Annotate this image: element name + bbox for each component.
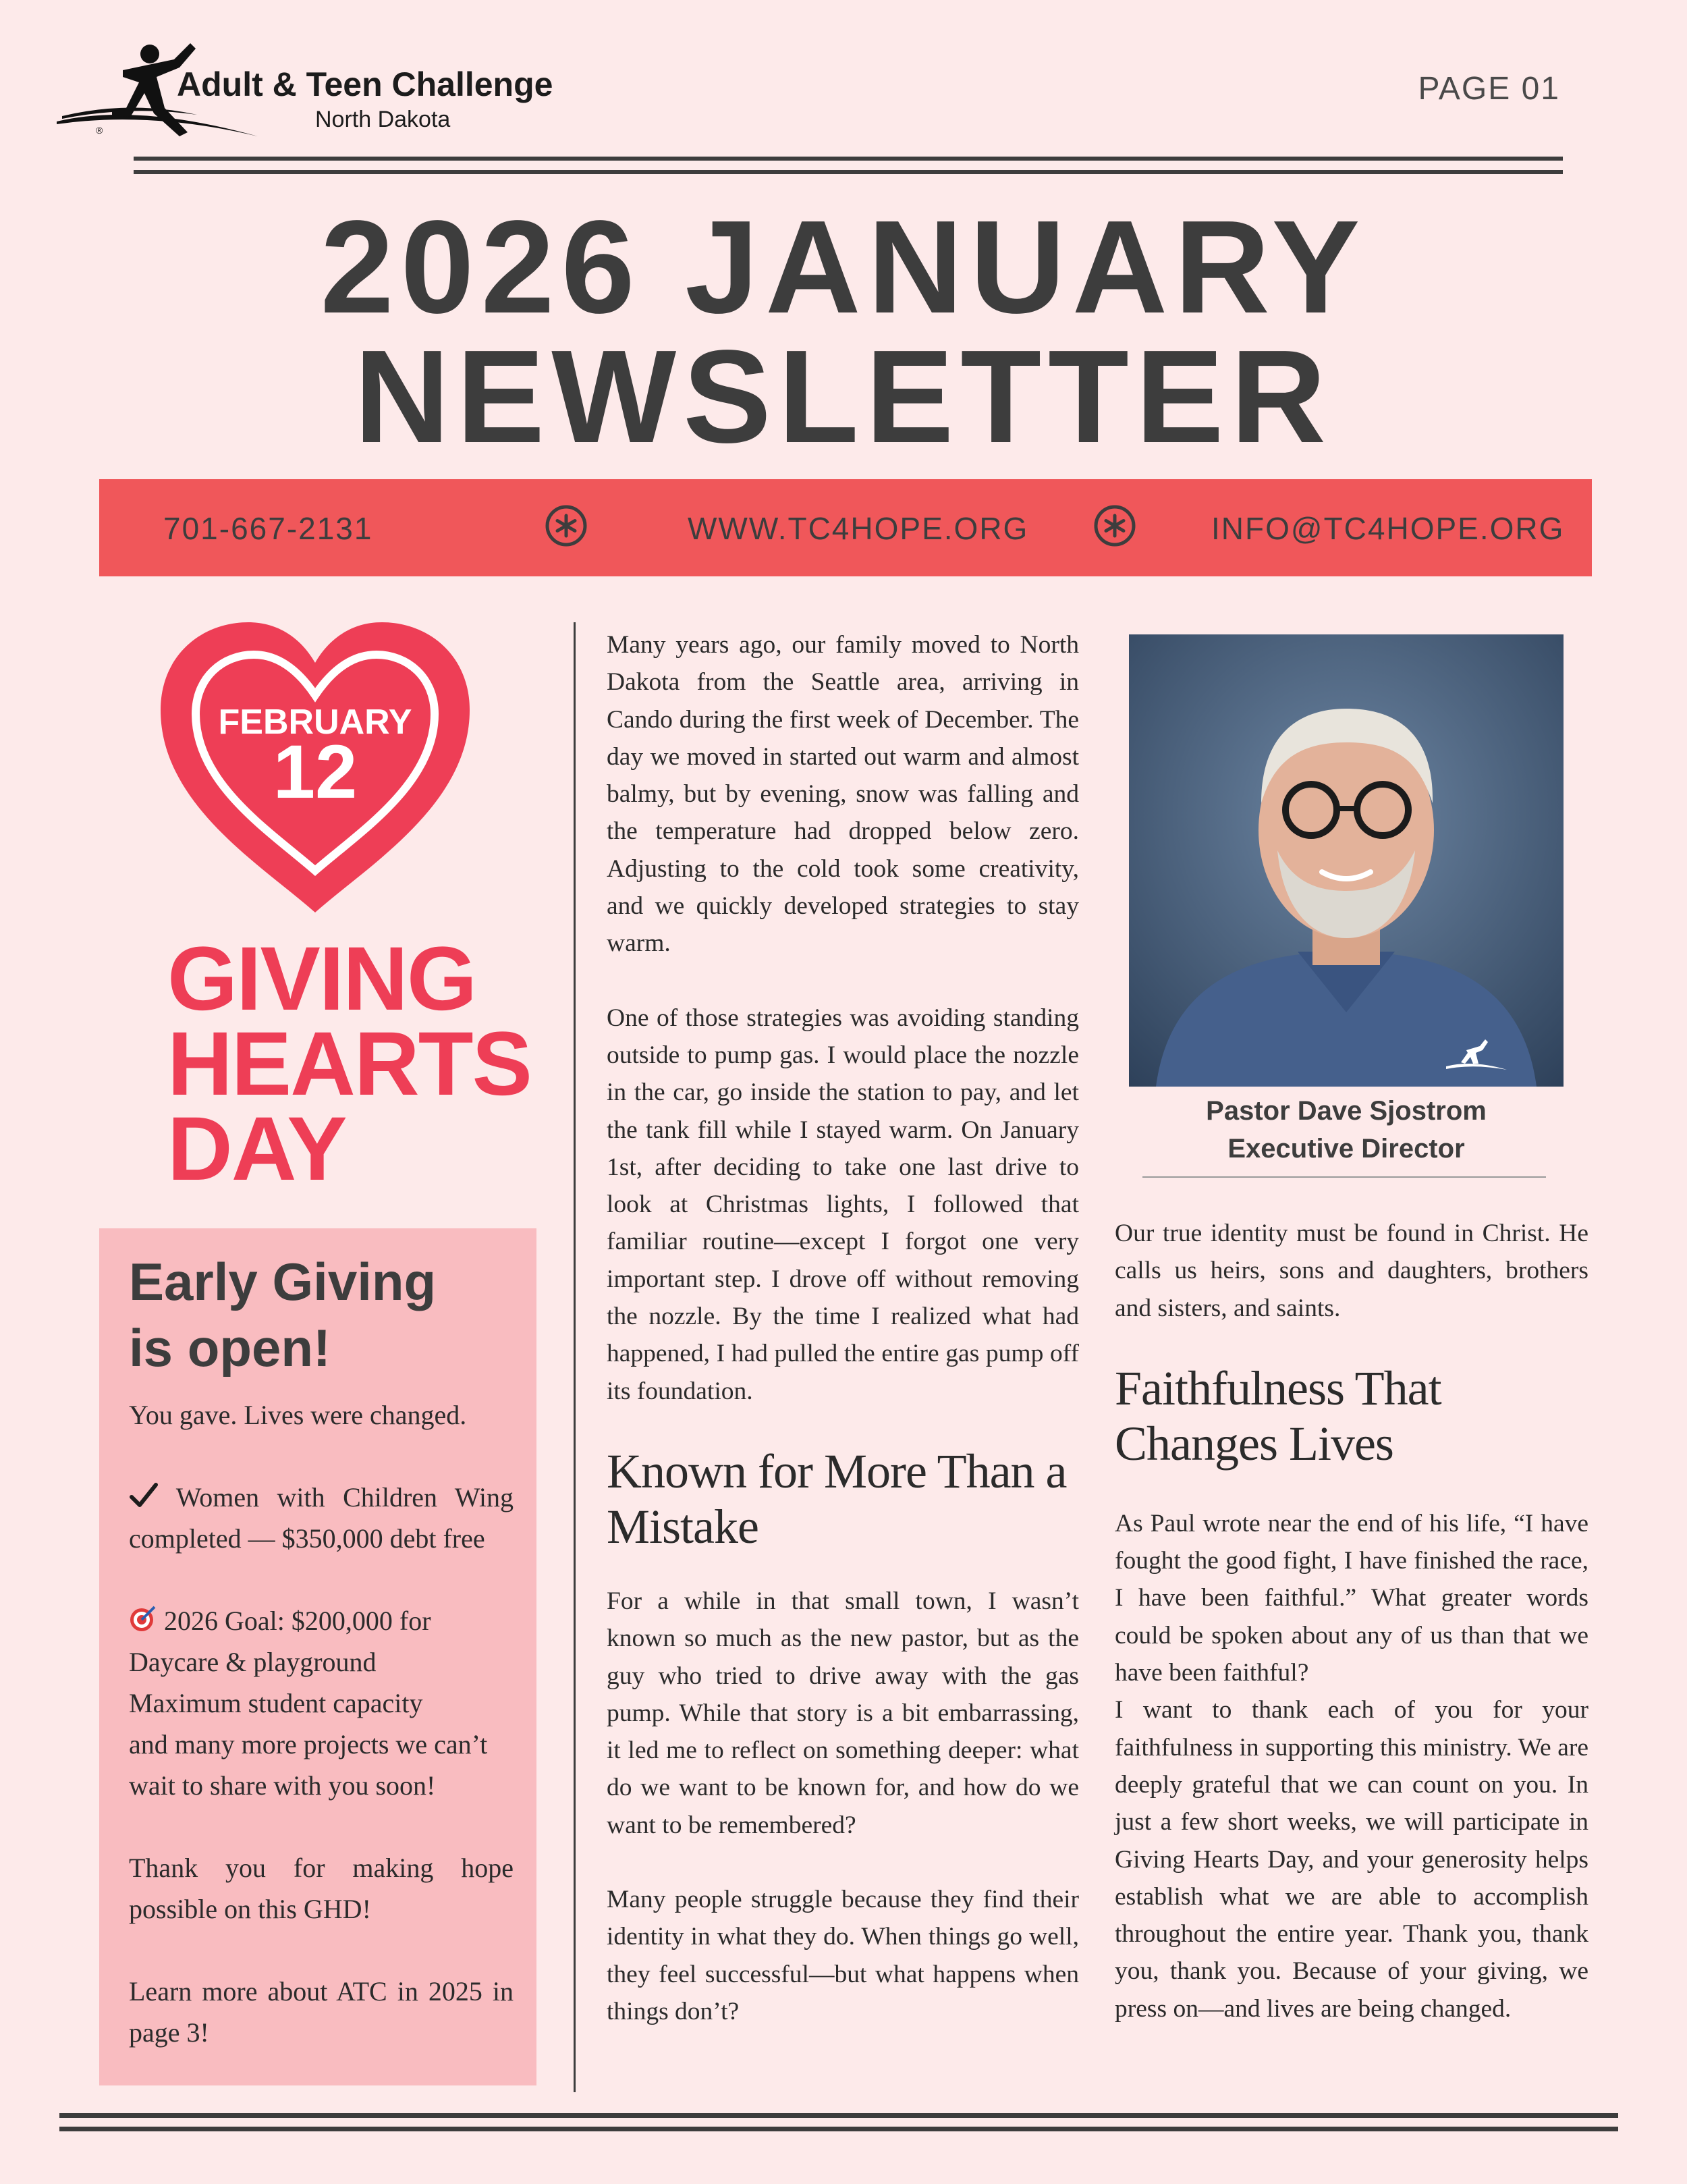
caption-name: Pastor Dave Sjostrom bbox=[1206, 1096, 1487, 1126]
early-heading-line-1: Early Giving bbox=[129, 1252, 437, 1311]
contact-website[interactable]: WWW.TC4HOPE.ORG bbox=[688, 511, 1029, 546]
footer-rule-top bbox=[59, 2113, 1618, 2118]
article-paragraph: I want to thank each of you for your faithfulness in supporting this ministry. We are deeply grateful that we can count on you. In just a few short weeks, we will participate in Giving Hearts Day, and your generosity helps establish what we are able to accomplish throughout the entire year. Thank you, thank you, thank you. Because of your giving, we press on—and lives are being changed. bbox=[1115, 1696, 1588, 2023]
early-heading-line-2: is open! bbox=[129, 1318, 331, 1377]
early-giving-box bbox=[99, 1228, 536, 2085]
early-giving-thanks: Thank you for making hope possible on this GHD! bbox=[129, 1853, 514, 1924]
contact-email[interactable]: INFO@TC4HOPE.ORG bbox=[1211, 511, 1565, 546]
heart-month: FEBRUARY bbox=[218, 703, 412, 742]
early-giving-goals bbox=[129, 1600, 514, 1806]
goal-line-2: Daycare & playground bbox=[129, 1647, 377, 1677]
asterisk-icon bbox=[1093, 504, 1136, 547]
asterisk-icon bbox=[545, 504, 588, 547]
section-heading-faithfulness: Faithfulness That Changes Lives bbox=[1115, 1361, 1441, 1471]
pastor-photo bbox=[1129, 634, 1564, 1087]
goal-line-3: Maximum student capacity bbox=[129, 1688, 423, 1718]
contact-bar bbox=[99, 479, 1592, 576]
article-paragraph: Many people struggle because they find their identity in what they do. When things go well, they feel successful—but what happens when things don’t? bbox=[607, 1886, 1079, 2025]
goal-line-1: 2026 Goal: $200,000 for bbox=[164, 1606, 431, 1636]
svg-text:®: ® bbox=[96, 125, 103, 136]
footer-rule-bottom bbox=[59, 2127, 1618, 2131]
article-paragraph: As Paul wrote near the end of his life, “I have fought the good fight, I have finished the race, I have been faithful.” What greater words could be spoken about any of us than that we have been faithful? bbox=[1115, 1509, 1588, 1687]
column-divider bbox=[574, 622, 576, 2092]
org-name: Adult & Teen Challenge bbox=[177, 65, 553, 103]
page-number: PAGE 01 bbox=[1418, 71, 1560, 107]
article-paragraph: One of those strategies was avoiding standing outside to pump gas. I would place the nozzle in the car, go inside the station to pay, and let the tank fill while I stayed warm. On January 1st, after deciding to take one last drive to look at Christmas lights, I followed that familiar routine—except I forgot one very important step. I drove off without removing the nozzle. By the time I realized what had happened, I had pulled the entire gas pump off its foundation. bbox=[607, 1004, 1079, 1405]
ghd-line-1: GIVING bbox=[167, 929, 476, 1029]
article-column-middle bbox=[607, 626, 1079, 2030]
checkmark-icon bbox=[129, 1482, 159, 1509]
photo-caption bbox=[1129, 1092, 1564, 1168]
milestone-text: Women with Children Wing completed — $350,000 debt free bbox=[129, 1482, 514, 1554]
caption-divider bbox=[1142, 1176, 1546, 1178]
header-rule-top bbox=[134, 157, 1563, 161]
early-giving-milestone bbox=[129, 1477, 514, 1559]
contact-phone[interactable]: 701-667-2131 bbox=[163, 511, 373, 546]
ghd-line-2: HEARTS bbox=[167, 1014, 531, 1114]
title-line-2: NEWSLETTER bbox=[354, 323, 1333, 470]
early-giving-intro: You gave. Lives were changed. bbox=[129, 1400, 467, 1430]
goal-line-4: and many more projects we can’t wait to share with you soon! bbox=[129, 1729, 488, 1801]
article-paragraph: For a while in that small town, I wasn’t known so much as the new pastor, but as the guy who tried to drive away with the gas pump. While that story is a bit embarrassing, it led me to reflect on something deeper: what do we want to be known for, and how do we want to be remembered? bbox=[607, 1587, 1079, 1839]
article-paragraph: Many years ago, our family moved to North Dakota from the Seattle area, arriving in Cando during the first week of December. The day we moved in started out warm and almost balmy, but by evening, snow was falling and the temperature had dropped below zero. Adjusting to the cold took some creativity, and we quickly developed strategies to stay warm. bbox=[607, 631, 1079, 958]
article-paragraph: Our true identity must be found in Christ. He calls us heirs, sons and daughters, brothers and sisters, and saints. bbox=[1115, 1220, 1588, 1322]
caption-title: Executive Director bbox=[1227, 1134, 1465, 1164]
early-giving-heading bbox=[129, 1249, 514, 1381]
newsletter-title bbox=[0, 193, 1687, 470]
giving-hearts-day-title bbox=[167, 929, 531, 1199]
org-subtitle: North Dakota bbox=[315, 107, 451, 132]
section-heading-known: Known for More Than a Mistake bbox=[607, 1444, 1067, 1554]
heart-icon bbox=[154, 616, 476, 919]
target-icon bbox=[129, 1604, 157, 1633]
org-logo bbox=[55, 35, 553, 143]
early-giving-learn-more: Learn more about ATC in 2025 in page 3! bbox=[129, 1976, 514, 2048]
heart-day: 12 bbox=[273, 730, 358, 814]
title-line-1: 2026 JANUARY bbox=[320, 193, 1367, 341]
header-rule-bottom bbox=[134, 170, 1563, 174]
article-column-right bbox=[1115, 1215, 1588, 2027]
ghd-line-3: DAY bbox=[167, 1099, 346, 1199]
